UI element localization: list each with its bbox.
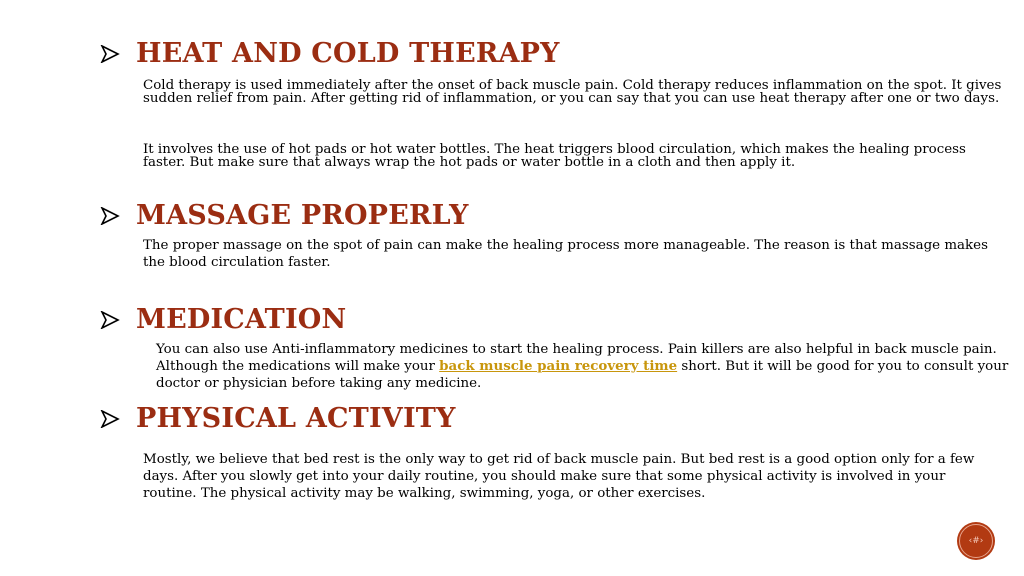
paragraph-text: You can also use Anti-inflammatory medicines to start the healing process. Pain killers are also helpful in back muscle pain. Although the medications will make your: [156, 342, 997, 374]
section-heading-heat-cold: [100, 38, 560, 69]
paragraph: [156, 341, 1012, 392]
paragraph: It involves the use of hot pads or hot water bottles. The heat triggers blood circulation, which makes the healing process faster. But make sure that always wrap the hot pads or water bottle in a cloth and then apply it.: [143, 142, 966, 170]
recovery-time-link[interactable]: back muscle pain recovery time: [439, 358, 678, 374]
page-number: ‹#›: [968, 536, 984, 546]
arrow-bullet-icon: [100, 43, 122, 65]
badge-ring: [959, 524, 993, 558]
arrow-bullet-icon: [100, 408, 122, 430]
paragraph-text: short. But it will be good for you to consult your doctor or physician before taking any medicine.: [156, 359, 1009, 391]
arrow-bullet-icon: [100, 309, 122, 331]
section-heading-physical-activity: [100, 403, 456, 434]
paragraph: Cold therapy is used immediately after the onset of back muscle pain. Cold therapy reduces inflammation on the spot. It gives sudden relief from pain. After getting rid of inflammation, or you can say that you can use heat therapy after one or two days.: [143, 78, 1002, 106]
section-heading-medication: [100, 304, 346, 335]
section-title: MASSAGE PROPERLY: [136, 200, 469, 231]
section-heading-massage: [100, 200, 469, 231]
section-title: PHYSICAL ACTIVITY: [136, 403, 456, 434]
section-title: HEAT AND COLD THERAPY: [136, 38, 560, 69]
paragraph: Mostly, we believe that bed rest is the only way to get rid of back muscle pain. But bed rest is a good option only for a few days. After you slowly get into your daily routine, you should make sure that some physical activity is involved in your routine. The physical activity may be walking, swimming, yoga, or other exercises.: [143, 452, 975, 501]
arrow-bullet-icon: [100, 205, 122, 227]
section-title: MEDICATION: [136, 304, 347, 335]
page-number-badge: [957, 522, 995, 560]
paragraph: The proper massage on the spot of pain can make the healing process more manageable. The reason is that massage makes the blood circulation faster.: [143, 238, 988, 270]
